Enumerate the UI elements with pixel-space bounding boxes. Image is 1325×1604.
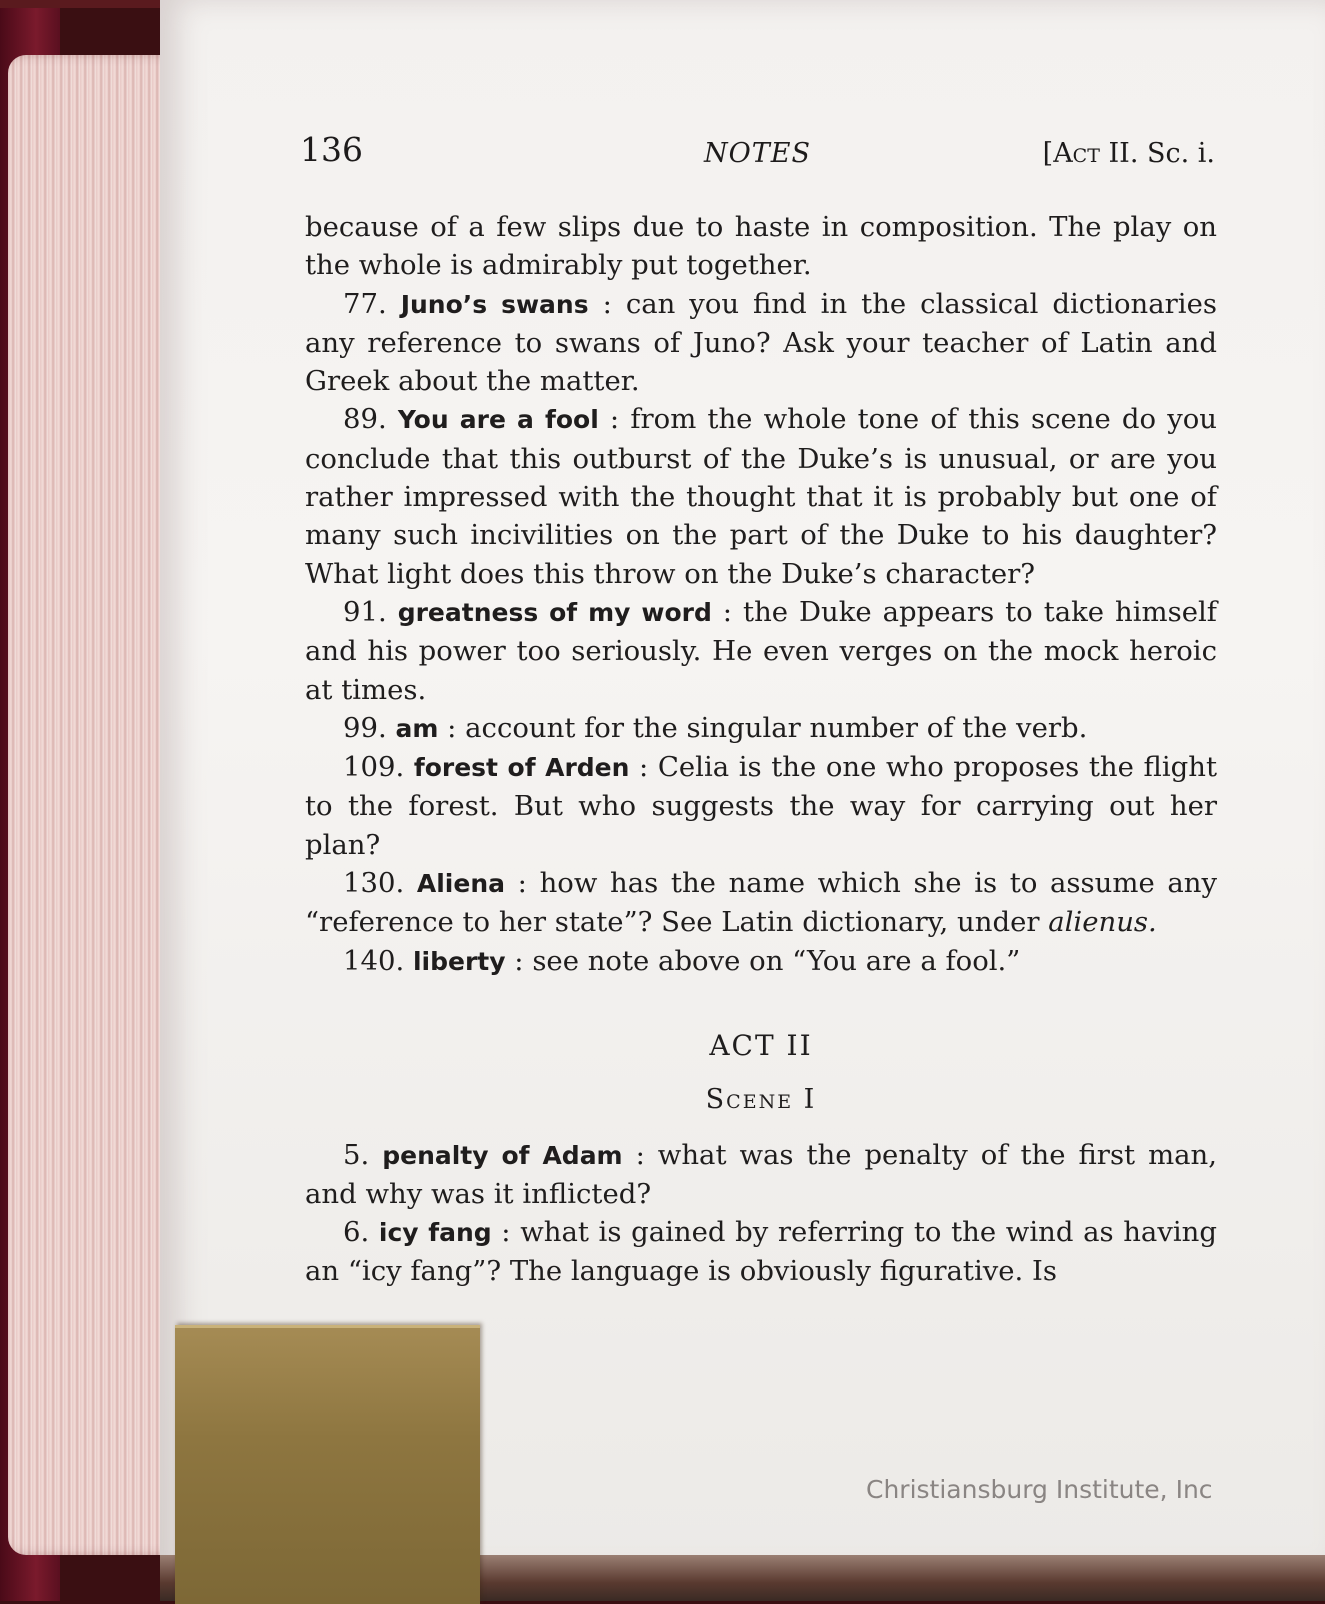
scene-heading: Scene I	[705, 1084, 817, 1116]
note-lemma: Juno’s swans	[400, 289, 589, 319]
note-lemma: liberty	[412, 946, 506, 976]
note-paragraph: 5. penalty of Adam : what was the penalty of the first man, and why was it inflicted?	[305, 1138, 1217, 1210]
note-lemma: penalty of Adam	[382, 1140, 623, 1170]
notes-body	[305, 208, 1217, 1291]
bookmark-ribbon	[175, 1325, 480, 1604]
note-paragraph: 99. am : account for the singular number of the verb.	[343, 711, 1088, 744]
note-paragraph: 6. icy fang : what is gained by referring to the wind as having an “icy fang”? The language is obviously figurative. Is	[305, 1216, 1217, 1288]
page-number: 136	[300, 130, 363, 169]
note-lemma: icy fang	[378, 1218, 492, 1248]
section-reference: [Act II. Sc. i.	[1042, 138, 1215, 169]
note-paragraph: 109. forest of Arden : Celia is the one who proposes the flight to the forest. But who suggests the way for carrying out her plan?	[305, 751, 1217, 861]
page-header	[300, 130, 1215, 180]
note-paragraph: 140. liberty : see note above on “You are a fool.”	[343, 944, 1021, 977]
watermark-text: Christiansburg Institute, Inc	[866, 1475, 1213, 1504]
note-paragraph: 89. You are a fool : from the whole tone of this scene do you conclude that this outburst of the Duke’s is unusual, or are you rather impressed with the thought that it is probably but one of many such incivilities on the part of the Duke to his daughter? What light does this throw on the Duke’s character?	[305, 403, 1218, 590]
note-paragraph: 130. Aliena : how has the name which she is to assume any “reference to her state”? See Latin dictionary, under alienus.	[305, 867, 1217, 939]
note-lemma: Aliena	[416, 869, 506, 899]
note-paragraph: because of a few slips due to haste in composition. The play on the whole is admirably put together.	[305, 211, 1217, 282]
act-heading: ACT II	[709, 1028, 813, 1062]
running-title: NOTES	[704, 138, 811, 169]
note-lemma: forest of Arden	[413, 753, 630, 783]
note-paragraph: 77. Juno’s swans : can you find in the classical dictionaries any reference to swans of Juno? Ask your teacher of Latin and Greek about the matter.	[305, 287, 1217, 398]
page-edges	[8, 55, 178, 1555]
note-lemma: greatness of my word	[397, 597, 712, 627]
note-lemma: You are a fool	[397, 405, 599, 435]
note-lemma: am	[395, 713, 439, 743]
note-paragraph: 91. greatness of my word : the Duke appears to take himself and his power too seriously. He even verges on the mock heroic at times.	[305, 595, 1217, 706]
